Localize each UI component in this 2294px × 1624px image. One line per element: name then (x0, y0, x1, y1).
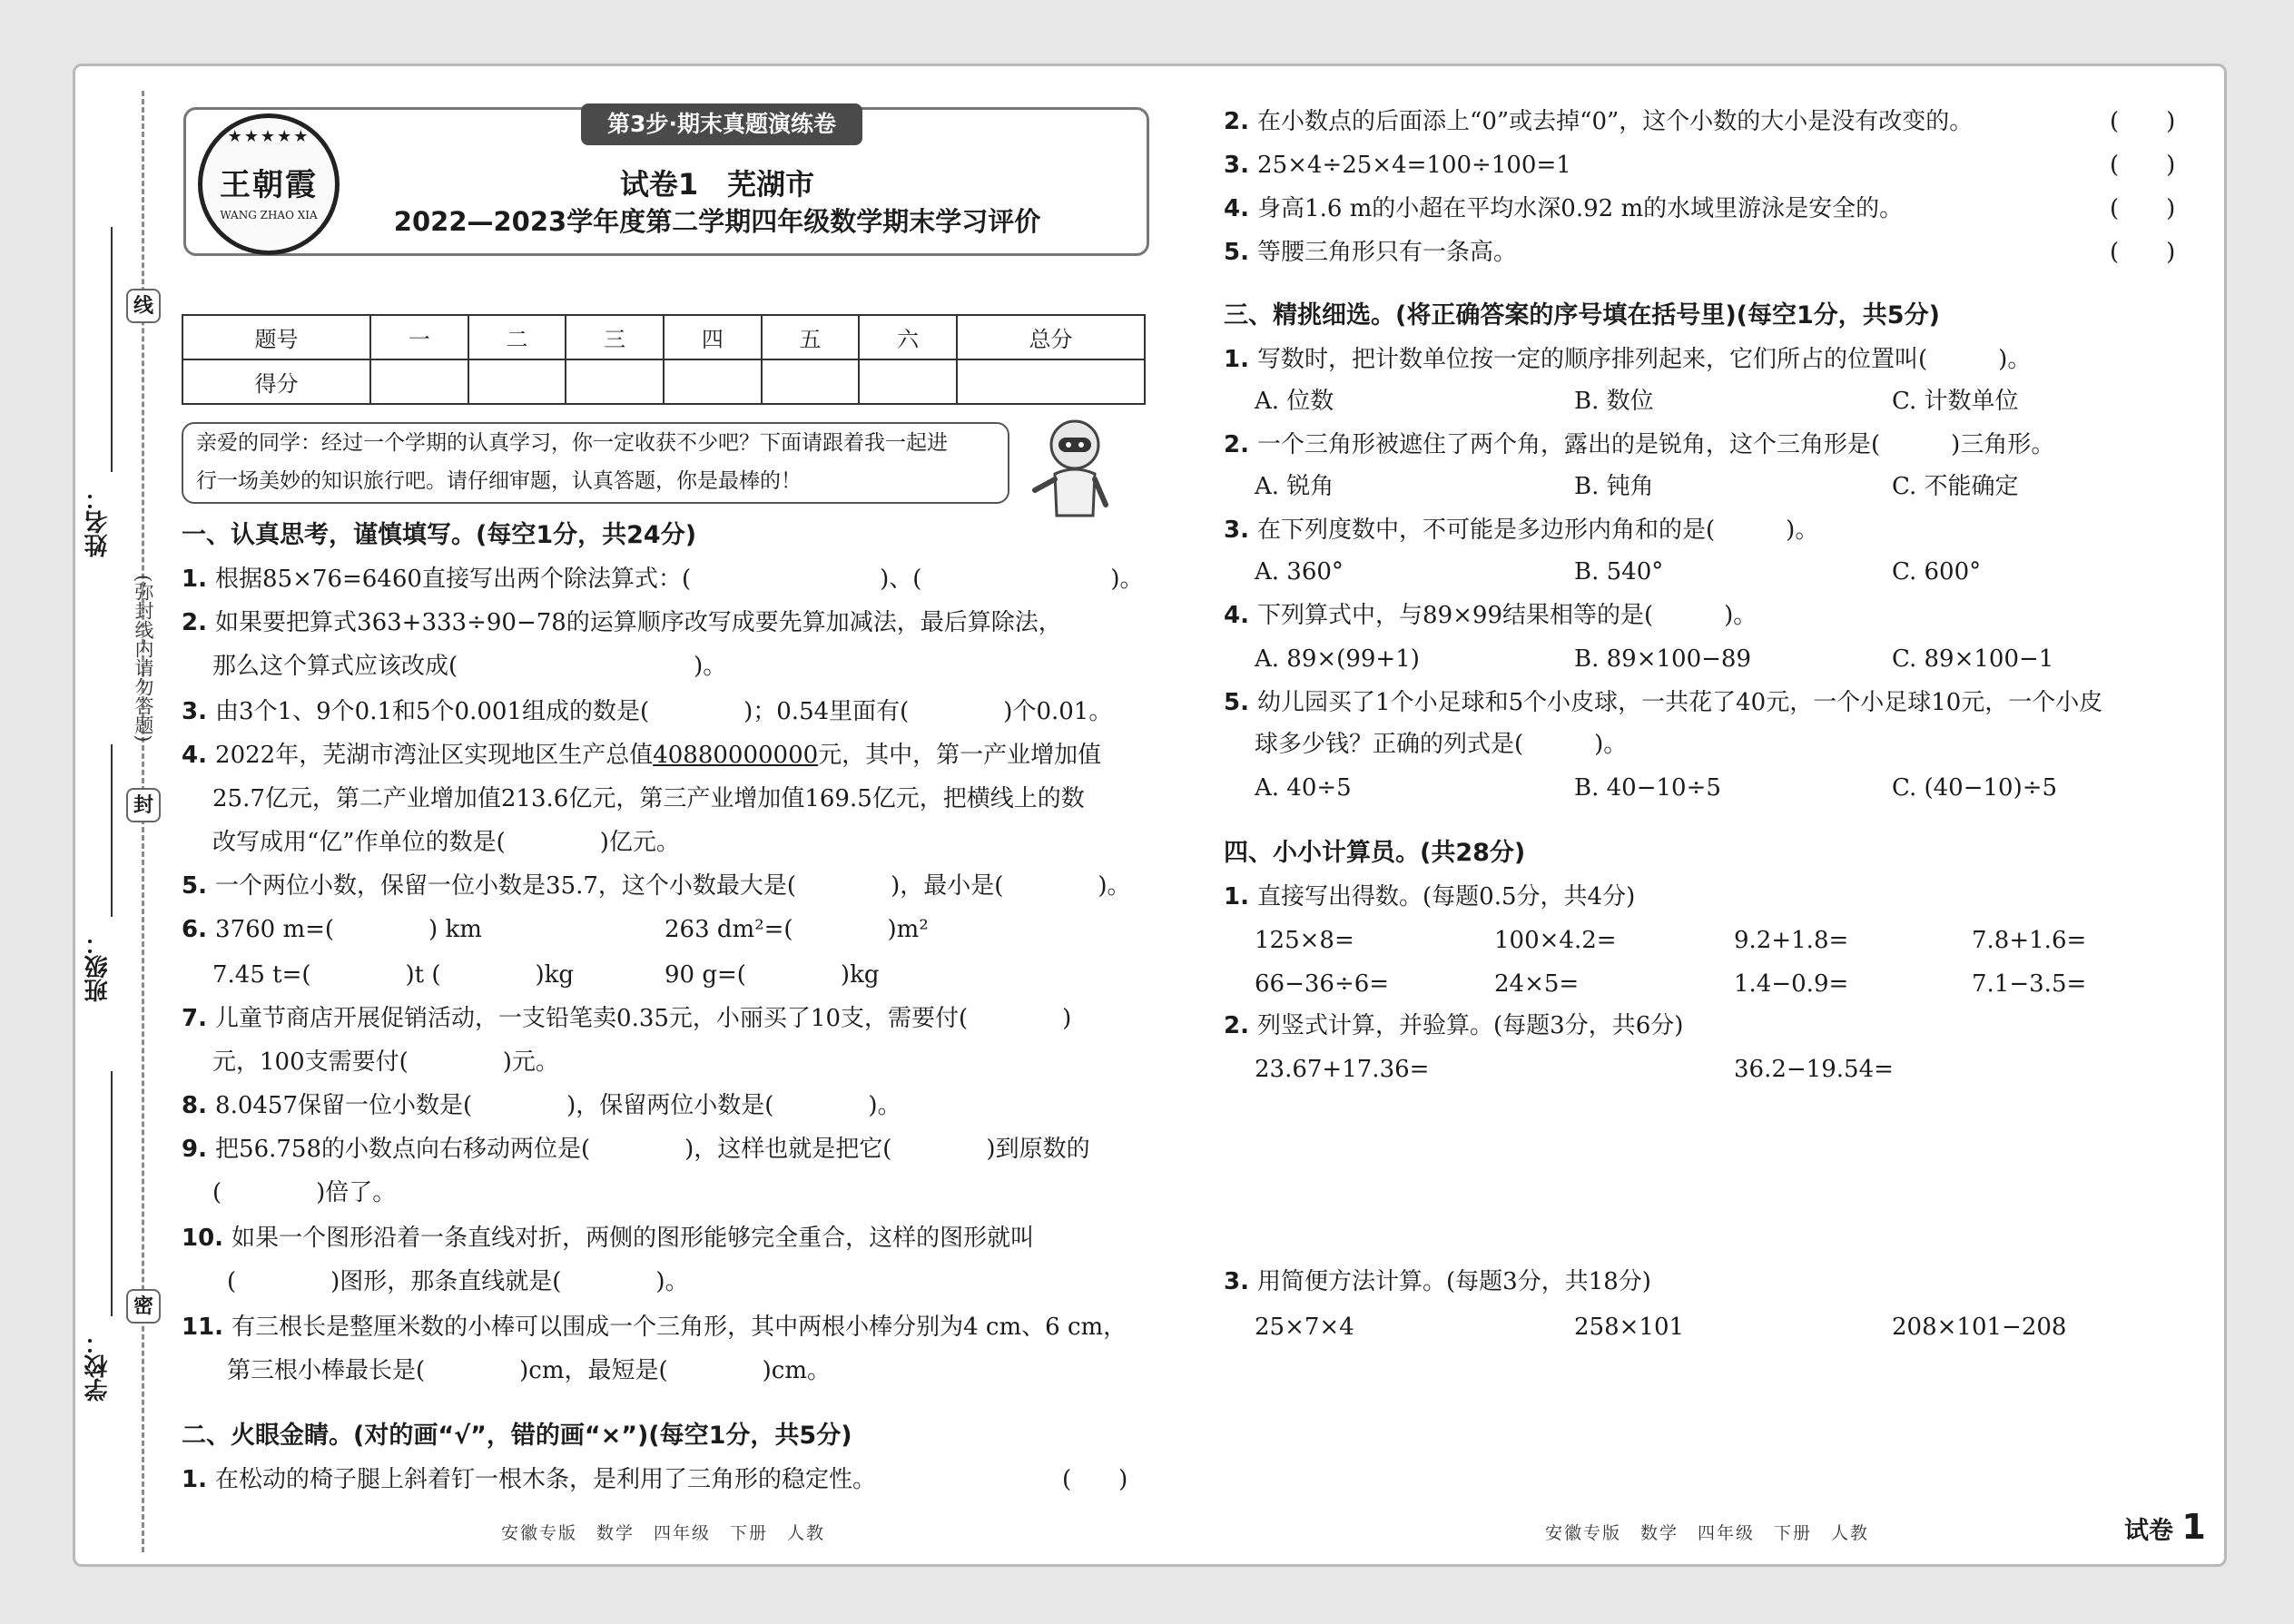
question-4-3: 3. 用简便方法计算。(每题3分，共18分) (1224, 1268, 1651, 1295)
question-3-2: 2. 一个三角形被遮住了两个角，露出的是锐角，这个三角形是( )三角形。 (1224, 431, 2055, 458)
question-1-6-b1: 7.45 t=( )t ( )kg (212, 961, 575, 989)
option-c[interactable]: C. (40−10)÷5 (1892, 774, 2058, 802)
question-1-6-a1: 6. 3760 m=( ) km (182, 916, 482, 943)
question-1-1: 1. 根据85×76=6460直接写出两个除法算式：( )、( )。 (182, 566, 1144, 593)
question-4-1: 1. 直接写出得数。(每题0.5分，共4分) (1224, 883, 1636, 910)
question-2-4: 4. 身高1.6 m的小超在平均水深0.92 m的水域里游泳是安全的。 (1224, 195, 1904, 222)
calc-item: 100×4.2= (1494, 927, 1617, 954)
intro-line-1: 亲爱的同学：经过一个学期的认真学习，你一定收获不少吧？下面请跟着我一起进 (196, 431, 948, 455)
name-field-line (111, 227, 113, 472)
score-input-cell[interactable] (664, 359, 762, 404)
question-1-11-line-1: 11. 有三根长是整厘米数的小棒可以围成一个三角形，其中两根小棒分别为4 cm、6 cm， (182, 1314, 1127, 1341)
section-1-title: 一、认真思考，谨慎填写。(每空1分，共24分) (182, 521, 697, 549)
exam-title: 试卷1 芜湖市 (619, 167, 815, 202)
question-1-4-line-1: 4. 2022年，芜湖市湾沚区实现地区生产总值40880000000元，其中，第一产业增加值 (182, 742, 1102, 769)
option-a[interactable]: A. 40÷5 (1255, 774, 1352, 802)
calc-item: 66−36÷6= (1255, 970, 1390, 998)
score-input-cell[interactable] (370, 359, 468, 404)
calc-item: 208×101−208 (1892, 1314, 2067, 1341)
binding-mark-feng: 封 (126, 788, 161, 822)
question-1-2-line-1: 2. 如果要把算式363+333÷90−78的运算顺序改写成要先算加减法，最后算除法， (182, 609, 1062, 636)
calc-item: 23.67+17.36= (1255, 1056, 1430, 1083)
score-input-cell[interactable] (859, 359, 957, 404)
calc-item: 9.2+1.8= (1734, 927, 1849, 954)
score-cell: 总分 (957, 315, 1145, 359)
question-2-5: 5. 等腰三角形只有一条高。 (1224, 239, 1518, 266)
score-row-label: 得分 (182, 359, 370, 404)
section-4-title: 四、小小计算员。(共28分) (1224, 839, 1526, 867)
option-b[interactable]: B. 540° (1574, 558, 1664, 586)
robot-mascot-icon (1019, 414, 1127, 523)
calc-item: 1.4−0.9= (1734, 970, 1849, 998)
question-1-11-line-2: 第三根小棒最长是( )cm，最短是( )cm。 (227, 1357, 832, 1384)
calc-item: 24×5= (1494, 970, 1580, 998)
score-input-cell[interactable] (566, 359, 664, 404)
question-1-9-line-2: ( )倍了。 (212, 1179, 397, 1206)
question-4-2: 2. 列竖式计算，并验算。(每题3分，共6分) (1224, 1012, 1684, 1039)
class-field-line (111, 744, 113, 917)
question-1-2-line-2: 那么这个算式应该改成( )。 (212, 653, 727, 680)
underlined-number: 40880000000 (653, 742, 819, 769)
section-2-title: 二、火眼金睛。(对的画“√”，错的画“×”)(每空1分，共5分) (182, 1422, 852, 1450)
calc-item: 125×8= (1255, 927, 1354, 954)
option-c[interactable]: C. 计数单位 (1892, 388, 2019, 415)
question-3-5-line-1: 5. 幼儿园买了1个小足球和5个小皮球，一共花了40元，一个小足球10元，一个小皮 (1224, 689, 2103, 716)
question-1-8: 8. 8.0457保留一位小数是( )，保留两位小数是( )。 (182, 1092, 901, 1119)
option-c[interactable]: C. 89×100−1 (1892, 645, 2054, 673)
logo-ring-text: WANG ZHAO XIA (220, 209, 318, 221)
option-b[interactable]: B. 40−10÷5 (1574, 774, 1721, 802)
score-cell: 五 (762, 315, 860, 359)
score-cell: 一 (370, 315, 468, 359)
score-input-cell[interactable] (762, 359, 860, 404)
question-1-10-line-2: ( )图形，那条直线就是( )。 (227, 1268, 689, 1295)
name-label: 姓名： (84, 487, 112, 557)
answer-parens[interactable]: ( ) (2110, 152, 2176, 179)
answer-parens[interactable]: ( ) (1062, 1466, 1128, 1493)
exam-subtitle: 2022—2023学年度第二学期四年级数学期末学习评价 (393, 206, 1041, 237)
answer-parens[interactable]: ( ) (2110, 195, 2176, 222)
question-2-2: 2. 在小数点的后面添上“0”或去掉“0”，这个小数的大小是没有改变的。 (1224, 108, 1974, 135)
binding-mark-mi: 密 (126, 1289, 161, 1324)
question-1-10-line-1: 10. 如果一个图形沿着一条直线对折，两侧的图形能够完全重合，这样的图形就叫 (182, 1225, 1035, 1252)
footer-right: 安徽专版 数学 四年级 下册 人教 (1545, 1523, 1870, 1543)
publisher-logo (198, 113, 340, 255)
question-1-5: 5. 一个两位小数，保留一位小数是35.7，这个小数最大是( )，最小是( )。 (182, 872, 1131, 900)
question-2-3: 3. 25×4÷25×4=100÷100=1 (1224, 152, 1571, 179)
question-3-3: 3. 在下列度数中，不可能是多边形内角和的是( )。 (1224, 517, 1819, 544)
logo-stars: ★★★★★ (227, 127, 310, 146)
question-3-5-line-2: 球多少钱？正确的列式是( )。 (1255, 731, 1628, 758)
score-input-cell[interactable] (468, 359, 566, 404)
question-1-3: 3. 由3个1、9个0.1和5个0.001组成的数是( )；0.54里面有( )个0.01。 (182, 698, 1113, 725)
class-label: 班级： (84, 931, 112, 1002)
calc-item: 7.8+1.6= (1972, 927, 2087, 954)
score-cell: 二 (468, 315, 566, 359)
option-c[interactable]: C. 不能确定 (1892, 473, 2019, 500)
question-3-1: 1. 写数时，把计数单位按一定的顺序排列起来，它们所占的位置叫( )。 (1224, 346, 2032, 373)
intro-line-2: 行一场美妙的知识旅行吧。请仔细审题，认真答题，你是最棒的！ (196, 469, 802, 493)
section-3-title: 三、精挑细选。(将正确答案的序号填在括号里)(每空1分，共5分) (1224, 301, 1940, 330)
score-table-score-row (182, 359, 1145, 404)
binding-mark-xian: 线 (126, 289, 161, 323)
score-cell: 三 (566, 315, 664, 359)
question-1-9-line-1: 9. 把56.758的小数点向右移动两位是( )，这样也就是把它( )到原数的 (182, 1136, 1090, 1163)
score-table-header-row (182, 315, 1145, 359)
option-a[interactable]: A. 位数 (1255, 388, 1334, 415)
option-a[interactable]: A. 360° (1255, 558, 1344, 586)
option-b[interactable]: B. 数位 (1574, 388, 1654, 415)
school-field-line (111, 1071, 113, 1316)
school-label: 学校： (84, 1331, 112, 1402)
score-cell: 题号 (182, 315, 370, 359)
option-c[interactable]: C. 600° (1892, 558, 1982, 586)
logo-text: 王朝霞 (220, 167, 318, 203)
score-table (182, 314, 1146, 405)
question-1-6-b2: 90 g=( )kg (665, 961, 880, 989)
question-1-7-line-2: 元，100支需要付( )元。 (212, 1048, 559, 1076)
answer-parens[interactable]: ( ) (2110, 239, 2176, 266)
option-a[interactable]: A. 锐角 (1255, 473, 1334, 500)
intro-message (182, 422, 1009, 504)
page-number: 试卷 1 (2124, 1507, 2206, 1547)
question-1-6-a2: 263 dm²=( )m² (665, 916, 929, 943)
question-3-4: 4. 下列算式中，与89×99结果相等的是( )。 (1224, 602, 1757, 629)
step-tab: 第3步·期末真题演练卷 (581, 103, 862, 145)
option-b[interactable]: B. 钝角 (1574, 473, 1654, 500)
answer-parens[interactable]: ( ) (2110, 108, 2176, 135)
option-b[interactable]: B. 89×100−89 (1574, 645, 1751, 673)
calc-item: 36.2−19.54= (1734, 1056, 1894, 1083)
score-cell: 四 (664, 315, 762, 359)
question-1-7-line-1: 7. 儿童节商店开展促销活动，一支铅笔卖0.35元，小丽买了10支，需要付( ) (182, 1005, 1072, 1032)
score-cell: 六 (859, 315, 957, 359)
binding-note: (弥封线内请勿答题) (133, 574, 154, 743)
question-1-4-line-2: 25.7亿元，第二产业增加值213.6亿元，第三产业增加值169.5亿元，把横线上的数 (212, 785, 1085, 812)
calc-item: 258×101 (1574, 1314, 1685, 1341)
score-input-cell[interactable] (957, 359, 1145, 404)
calc-item: 25×7×4 (1255, 1314, 1354, 1341)
footer-left: 安徽专版 数学 四年级 下册 人教 (501, 1523, 826, 1543)
calc-item: 7.1−3.5= (1972, 970, 2087, 998)
question-2-1: 1. 在松动的椅子腿上斜着钉一根木条，是利用了三角形的稳定性。 (182, 1466, 877, 1493)
question-1-4-line-3: 改写成用“亿”作单位的数是( )亿元。 (212, 829, 680, 856)
option-a[interactable]: A. 89×(99+1) (1255, 645, 1420, 673)
